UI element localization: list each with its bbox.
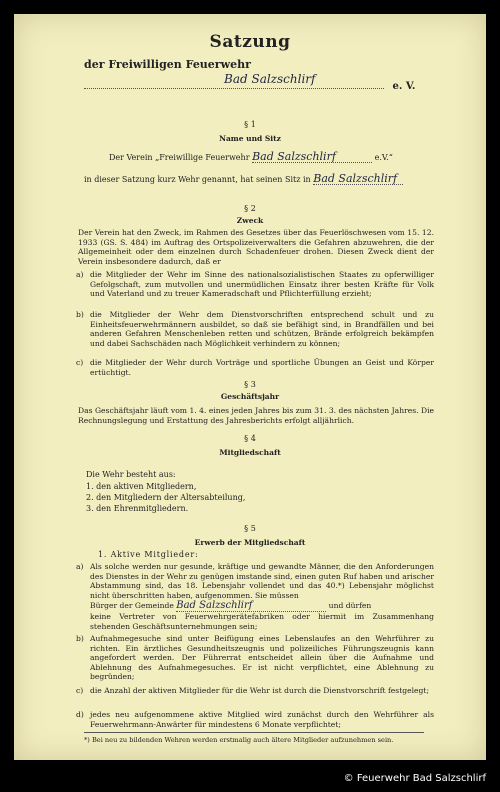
item-a-text: die Mitglieder der Wehr im Sinne des nationalsozialistischen Staates zu opferwilliger Gefolgschaft, zum mutvollen und unermüdlichen Einsatz ihrer besten Kräfte für Volk und Vaterland und zu treuer Kameradschaft und Pflichterfüllung erzieht; [90, 270, 434, 299]
section-4-item-2: 2. den Mitgliedern der Altersabteilung, [86, 493, 246, 502]
document-page [14, 14, 486, 760]
s5-item-b-label: b) [76, 634, 84, 643]
item-c-label: c) [76, 358, 84, 367]
document-title: Satzung [209, 32, 291, 52]
item-c-text: die Mitglieder der Wehr durch Vorträge und sportliche Übungen an Geist und Körper ertüchtigt. [90, 358, 434, 377]
footnote-divider [84, 732, 424, 733]
s5-citizen-post: und dürfen [328, 601, 372, 610]
section-4-item-1: 1. den aktiven Mitgliedern, [86, 482, 197, 491]
s1-handwritten-name: Bad Salzschlirf [252, 152, 372, 163]
s1-line2-pre: in dieser Satzung kurz Wehr genannt, hat seinen Sitz in [84, 175, 311, 184]
s5-item-d-label: d) [76, 710, 84, 719]
s1-handwritten-seat: Bad Salzschlirf [313, 174, 403, 185]
section-5-heading: Erwerb der Mitgliedschaft [194, 538, 306, 547]
section-4-intro: Die Wehr besteht aus: [86, 470, 176, 479]
section-3-text: Das Geschäftsjahr läuft vom 1. 4. eines jeden Jahres bis zum 31. 3. des nächsten Jahres. Die Rechnungslegung und Erstattung des Jahresberichts erfolgt alljährlich. [78, 406, 434, 425]
s5-handwritten-place: Bad Salzschlirf [176, 601, 326, 612]
section-3-heading: Geschäftsjahr [220, 392, 280, 401]
item-b-label: b) [76, 310, 84, 319]
section-4-item-3: 3. den Ehrenmitgliedern. [86, 504, 189, 513]
section-5-number: § 5 [244, 524, 256, 533]
s5-item-c-text: die Anzahl der aktiven Mitglieder für die Wehr ist durch die Dienstvorschrift festgelegt; [90, 686, 430, 695]
s5-item-a-text: Als solche werden nur gesunde, kräftige und gewandte Männer, die den Anforderungen des Dienstes in der Wehr zu genügen imstande sind, einen guten Ruf haben und arischer Abstammung sind, das 18. Lebensjahr vollendet und das 40.*) Lebensjahr möglichst nicht überschritten haben, aufgenommen. Sie müssen [90, 562, 434, 600]
section-1-heading: Name und Sitz [219, 134, 281, 143]
item-b-text: die Mitglieder der Wehr dem Dienstvorschriften entsprechend schult und zu Einheitsfeuerwehrmännern ausbildet, so daß sie befähigt sind, in Brandfällen und bei anderen Gefahren Menschenleben retten und schützen, Brände erfolgreich bekämpfen und dabei Sachschäden nach Möglichkeit verhindern zu können; [90, 310, 434, 348]
section-1-number: § 1 [244, 120, 256, 129]
section-1-line-1 [109, 152, 393, 163]
section-2-number: § 2 [244, 204, 256, 213]
subtitle-text: der Freiwilligen Feuerwehr [84, 58, 251, 71]
s5-citizen-line [90, 601, 371, 612]
s5-citizen-pre: Bürger der Gemeinde [90, 601, 174, 610]
s1-line1-pre: Der Verein „Freiwillige Feuerwehr [109, 153, 250, 162]
s5-item-a-label: a) [76, 562, 84, 571]
s5-item-c-label: c) [76, 686, 84, 695]
section-2-intro: Der Verein hat den Zweck, im Rahmen des Gesetzes über das Feuerlöschwesen vom 15. 12. 1933 (GS. S. 484) im Auftrag des Ortspolizeiverwalters die Gefahren abzuwehren, die der Allgemeinheit oder dem einzelnen durch Schadenfeuer drohen. Diesen Zweck dient der Verein insbesondere dadurch, daß er [78, 228, 434, 266]
item-a-label: a) [76, 270, 84, 279]
section-5-subheading: 1. Aktive Mitglieder: [98, 550, 199, 559]
s5-item-d-text: jedes neu aufgenommene aktive Mitglied wird zunächst durch den Wehrführer als Feuerwehrmann-Anwärter für mindestens 6 Monate verpflichtet; [90, 710, 434, 729]
s5-item-a-rest: keine Vertreter von Feuerwehrgerätefabriken oder hiermit im Zusammenhang stehenden Geschäftsunternehmungen sein; [90, 612, 434, 631]
ev-label: e. V. [392, 81, 416, 92]
section-3-number: § 3 [244, 380, 256, 389]
s1-line1-post: e.V.“ [374, 153, 393, 162]
section-1-line-2 [84, 174, 403, 185]
section-2-heading: Zweck [236, 216, 264, 225]
handwritten-place: Bad Salzschlirf [224, 72, 316, 86]
footnote: *) Bei neu zu bildenden Wehren werden erstmalig auch ältere Mitglieder aufzunehmen sein. [84, 736, 394, 744]
copyright-credit: © Feuerwehr Bad Salzschlirf [343, 773, 486, 784]
section-4-heading: Mitgliedschaft [219, 448, 281, 457]
section-4-number: § 4 [244, 434, 256, 443]
document-subtitle [84, 58, 251, 71]
place-line [84, 74, 424, 92]
s5-item-b-text: Aufnahmegesuche sind unter Beifügung eines Lebenslaufes an den Wehrführer zu richten. Ein ärztliches Gesundheitszeugnis und polizeiliches Führungszeugnis kann angefordert werden. Der Führerrat entscheidet allein über die Aufnahme und Ablehnung des Aufnahmegesuches. Er ist nicht verpflichtet, eine Ablehnung zu begründen; [90, 634, 434, 682]
